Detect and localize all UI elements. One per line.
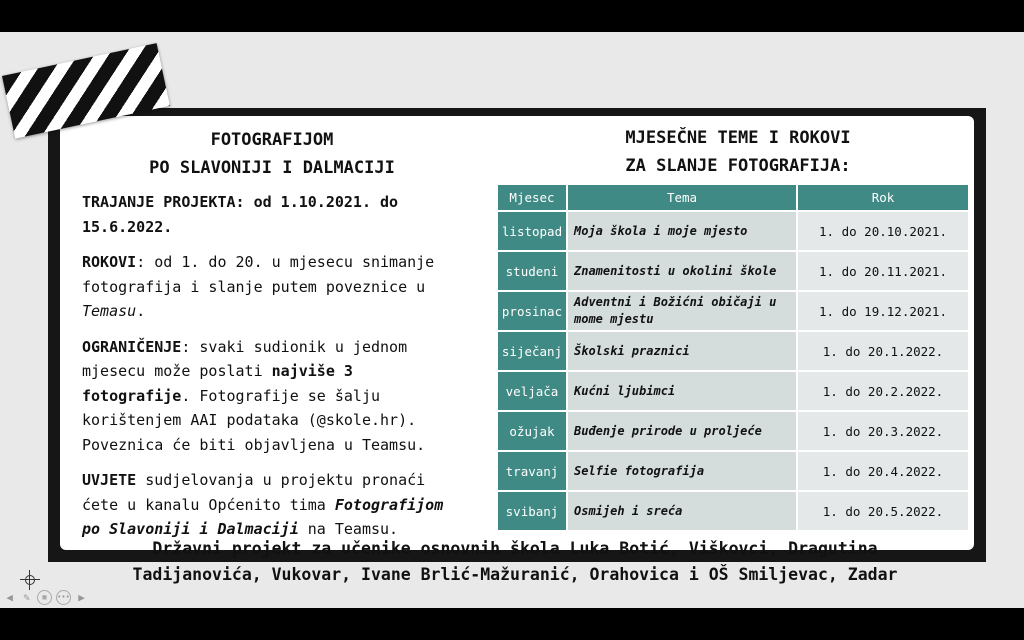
deadline-cell: 1. do 20.10.2021.: [797, 211, 968, 251]
themes-title-line1: MJESEČNE TEME I ROKOVI: [625, 128, 851, 148]
table-row: [498, 451, 968, 491]
themes-title: [498, 124, 978, 180]
project-title-line2: PO SLAVONIJI I DALMACIJI: [149, 158, 395, 178]
table-row: [498, 211, 968, 251]
conditions-paragraph: [82, 468, 462, 542]
theme-cell: Selfie fotografija: [567, 451, 797, 491]
theme-cell: Kućni ljubimci: [567, 371, 797, 411]
header-deadline: Rok: [797, 185, 968, 211]
table-row: [498, 491, 968, 530]
duration-text: TRAJANJE PROJEKTA: od 1.10.2021. do 15.6.2022.: [82, 193, 399, 236]
project-title: [82, 126, 462, 182]
table-row: [498, 251, 968, 291]
crosshair-cursor-icon: [20, 570, 40, 590]
month-cell: prosinac: [498, 291, 567, 331]
theme-cell: Školski praznici: [567, 331, 797, 371]
theme-cell: Adventni i Božićni običaji u mome mjestu: [567, 291, 797, 331]
month-cell: travanj: [498, 451, 567, 491]
deadline-cell: 1. do 20.3.2022.: [797, 411, 968, 451]
theme-cell: Buđenje prirode u proljeće: [567, 411, 797, 451]
header-theme: Tema: [567, 185, 797, 211]
project-info: [82, 126, 462, 553]
table-header-row: [498, 185, 968, 211]
theme-cell: Osmijeh i sreća: [567, 491, 797, 530]
project-title-line1: FOTOGRAFIJOM: [210, 130, 334, 150]
limit-text: : svaki sudionik u jednom mjesecu može poslati: [82, 337, 408, 380]
month-cell: studeni: [498, 251, 567, 291]
deadline-cell: 1. do 20.2.2022.: [797, 371, 968, 411]
themes-title-line2: ZA SLANJE FOTOGRAFIJA:: [625, 156, 851, 176]
deadline-cell: 1. do 19.12.2021.: [797, 291, 968, 331]
pen-tool-icon[interactable]: ✎: [23, 591, 30, 604]
footer-credits: [0, 536, 1024, 588]
conditions-label: UVJETE: [82, 471, 137, 489]
deadlines-label: ROKOVI: [82, 253, 137, 271]
slides-overview-icon[interactable]: ▦: [37, 590, 52, 605]
deadline-cell: 1. do 20.1.2022.: [797, 331, 968, 371]
table-row: [498, 371, 968, 411]
limit-text2: . Fotografije se šalju korištenjem AAI podataka (@skole.hr). Poveznica će biti objavljena u Teamsu.: [82, 386, 426, 454]
deadlines-end: .: [136, 302, 146, 320]
more-options-icon[interactable]: •••: [56, 590, 71, 605]
header-month: Mjesec: [498, 185, 567, 211]
month-cell: ožujak: [498, 411, 567, 451]
conditions-text: sudjelovanja u projektu pronaći ćete u kanalu Općenito tima: [82, 471, 426, 514]
deadline-cell: 1. do 20.5.2022.: [797, 491, 968, 530]
duration-paragraph: [82, 190, 462, 239]
slide-paper: [60, 116, 974, 550]
month-cell: svibanj: [498, 491, 567, 530]
next-slide-icon[interactable]: ▶: [78, 591, 85, 604]
conditions-team-name: Fotografijom po Slavoniji i Dalmaciji: [82, 495, 444, 538]
deadlines-paragraph: [82, 250, 462, 324]
previous-slide-icon[interactable]: ◀: [6, 591, 13, 604]
themes-table: [498, 185, 968, 530]
deadline-cell: 1. do 20.11.2021.: [797, 251, 968, 291]
slide-frame: [48, 108, 986, 562]
theme-cell: Znamenitosti u okolini škole: [567, 251, 797, 291]
footer-line1: Državni projekt za učenike osnovnih škola Luka Botić, Viškovci, Dragutina: [152, 539, 878, 558]
slide-stage: [0, 32, 1024, 608]
month-cell: veljača: [498, 371, 567, 411]
footer-line2: Tadijanovića, Vukovar, Ivane Brlić-Mažuranić, Orahovica i OŠ Smiljevac, Zadar: [132, 565, 898, 584]
slideshow-controls: [3, 590, 88, 605]
conditions-text2: na Teamsu.: [298, 520, 399, 538]
month-cell: listopad: [498, 211, 567, 251]
limit-bold: najviše 3 fotografije: [82, 362, 353, 405]
table-row: [498, 331, 968, 371]
deadlines-temasu: Temasu: [82, 302, 137, 320]
theme-cell: Moja škola i moje mjesto: [567, 211, 797, 251]
limit-paragraph: [82, 335, 462, 458]
deadlines-text: : od 1. do 20. u mjesecu snimanje fotografija i slanje putem poveznice u: [82, 253, 435, 296]
deadline-cell: 1. do 20.4.2022.: [797, 451, 968, 491]
table-row: [498, 291, 968, 331]
table-row: [498, 411, 968, 451]
month-cell: siječanj: [498, 331, 567, 371]
limit-label: OGRANIČENJE: [82, 337, 182, 356]
